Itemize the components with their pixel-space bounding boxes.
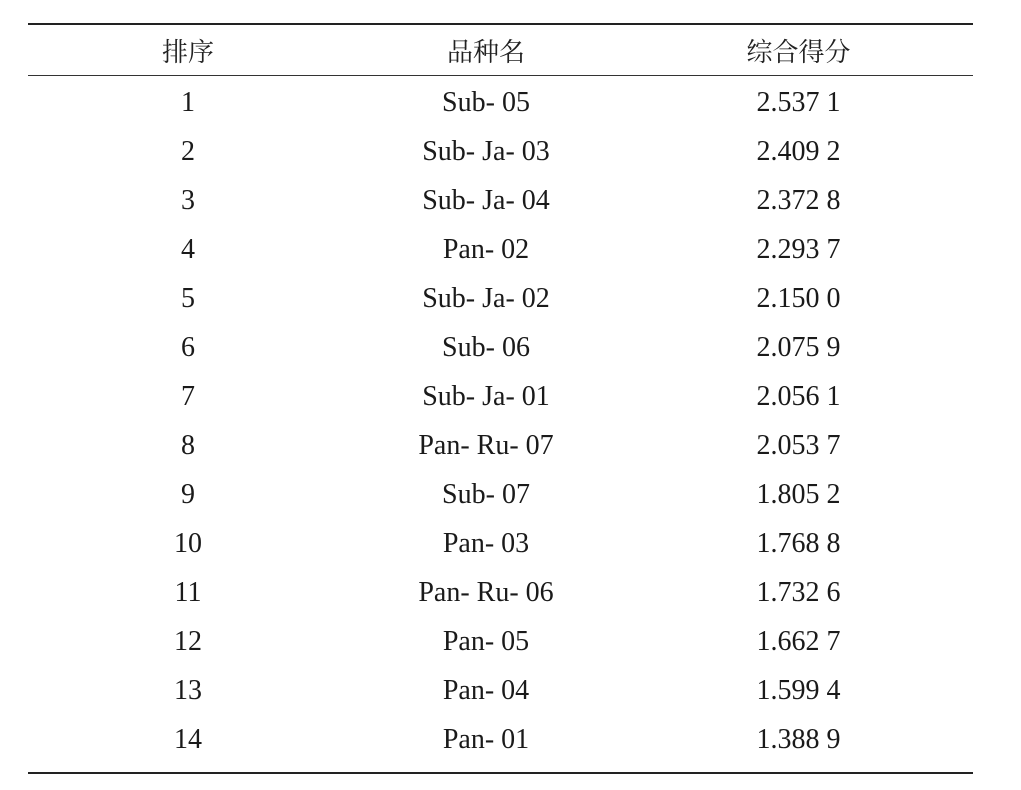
rank-cell: 1	[181, 86, 195, 118]
overall-score-cell: 2.150 0	[756, 282, 841, 314]
variety-name-cell: Pan- 03	[442, 527, 530, 559]
table-row	[28, 715, 973, 764]
table-body	[28, 76, 973, 764]
variety-name-cell: Pan- Ru- 06	[418, 576, 554, 608]
table-row	[28, 568, 973, 617]
table-row	[28, 519, 973, 568]
table-row	[28, 421, 973, 470]
header-rank: 排序	[161, 37, 214, 68]
variety-name-cell: Sub- 07	[442, 478, 530, 510]
table-row	[28, 225, 973, 274]
variety-name-cell: Sub- Ja- 04	[422, 184, 550, 216]
variety-name-cell: Pan- 02	[442, 233, 530, 265]
score-table-body	[28, 76, 973, 764]
table-row	[28, 76, 973, 127]
table-row	[28, 470, 973, 519]
overall-score-cell: 1.662 7	[756, 625, 841, 657]
variety-name-cell: Pan- 04	[442, 674, 530, 706]
data-table	[28, 23, 973, 774]
rank-cell: 14	[174, 723, 202, 755]
overall-score-cell: 1.732 6	[756, 576, 841, 608]
rank-cell: 9	[181, 478, 195, 510]
rank-cell: 12	[174, 625, 202, 657]
table-row	[28, 372, 973, 421]
overall-score-cell: 1.805 2	[756, 478, 841, 510]
overall-score-cell: 2.056 1	[756, 380, 841, 412]
overall-score-cell: 1.768 8	[756, 527, 841, 559]
overall-score-cell: 2.372 8	[756, 184, 841, 216]
score-table	[28, 25, 973, 75]
header-variety-name: 品种名	[446, 37, 525, 68]
overall-score-cell: 2.409 2	[756, 135, 841, 167]
variety-name-cell: Pan- Ru- 07	[418, 429, 554, 461]
bottom-rule	[28, 772, 973, 774]
overall-score-cell: 1.599 4	[756, 674, 841, 706]
table-row	[28, 617, 973, 666]
variety-name-cell: Sub- Ja- 01	[422, 380, 550, 412]
variety-name-cell: Sub- 06	[442, 331, 530, 363]
overall-score-cell: 2.053 7	[756, 429, 841, 461]
rank-cell: 5	[181, 282, 195, 314]
variety-name-cell: Sub- Ja- 03	[422, 135, 550, 167]
variety-name-cell: Pan- 05	[442, 625, 530, 657]
overall-score-cell: 1.388 9	[756, 723, 841, 755]
rank-cell: 11	[174, 576, 202, 608]
rank-cell: 13	[174, 674, 202, 706]
rank-cell: 8	[181, 429, 195, 461]
header-row	[28, 25, 973, 75]
rank-cell: 10	[174, 527, 202, 559]
table-row	[28, 666, 973, 715]
rank-cell: 6	[181, 331, 195, 363]
rank-cell: 4	[181, 233, 195, 265]
overall-score-cell: 2.537 1	[756, 86, 841, 118]
header-overall-score: 综合得分	[746, 37, 851, 68]
table-row	[28, 176, 973, 225]
table-row	[28, 274, 973, 323]
variety-name-cell: Sub- Ja- 02	[422, 282, 550, 314]
variety-name-cell: Pan- 01	[442, 723, 530, 755]
rank-cell: 2	[181, 135, 195, 167]
variety-name-cell: Sub- 05	[442, 86, 530, 118]
overall-score-cell: 2.293 7	[756, 233, 841, 265]
table-row	[28, 323, 973, 372]
overall-score-cell: 2.075 9	[756, 331, 841, 363]
table-header	[28, 25, 973, 75]
rank-cell: 3	[181, 184, 195, 216]
rank-cell: 7	[181, 380, 195, 412]
table-row	[28, 127, 973, 176]
